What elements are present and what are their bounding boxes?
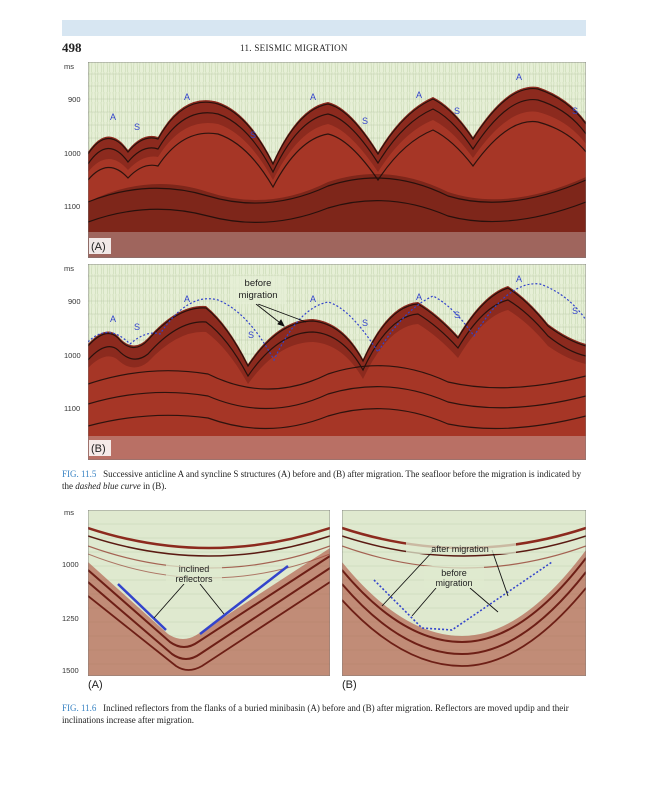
anticline-label: A <box>516 72 523 82</box>
y-tick-label: 900 <box>68 95 81 104</box>
syncline-label: S <box>454 106 461 116</box>
anticline-label: A <box>310 294 317 304</box>
figure-11-6-caption <box>62 702 586 726</box>
y-tick-label: 1000 <box>62 560 79 569</box>
anticline-label: A <box>110 314 117 324</box>
anticline-label: A <box>110 112 117 122</box>
page-number: 498 <box>62 40 82 55</box>
y-tick-label: 1500 <box>62 666 79 675</box>
caption-emphasis: dashed blue curve <box>75 481 141 491</box>
annotation-migration: migration <box>435 578 473 588</box>
figure-11-5-caption <box>62 468 586 492</box>
y-tick-label: 1100 <box>64 202 81 211</box>
panel-letter: (B) <box>342 679 357 691</box>
annotation-reflectors: reflectors <box>175 574 213 584</box>
anticline-label: A <box>416 292 423 302</box>
syncline-label: S <box>572 106 579 116</box>
seismic-section <box>88 264 586 460</box>
header-bar <box>62 20 586 36</box>
minibasin-panel-b <box>342 510 586 676</box>
y-unit-label: ms <box>64 508 74 517</box>
anticline-label: A <box>184 294 191 304</box>
syncline-label: S <box>134 122 141 132</box>
y-tick-label: 1100 <box>64 404 81 413</box>
panel-letter: (A) <box>88 679 103 691</box>
annotation-migration: migration <box>238 290 278 301</box>
anticline-label: A <box>416 90 423 100</box>
anticline-label: A <box>516 274 523 284</box>
syncline-label: S <box>134 322 141 332</box>
syncline-label: S <box>362 318 369 328</box>
annotation-after-migration: after migration <box>431 544 489 554</box>
caption-tail: in (B). <box>140 481 167 491</box>
figure-11-5-panel-b <box>62 264 586 460</box>
figure-11-5-panel-a <box>62 62 586 258</box>
anticline-label: A <box>184 92 191 102</box>
annotation-inclined: inclined <box>178 564 210 574</box>
panel-letter: (A) <box>91 241 106 253</box>
caption-text: Successive anticline A and syncline S structures (A) before and (B) after migration. The seafloor before the migration is indicated by the <box>62 469 582 491</box>
syncline-label: S <box>572 306 579 316</box>
syncline-label: S <box>362 116 369 126</box>
figure-11-6 <box>62 508 586 694</box>
y-unit-label: ms <box>64 264 74 273</box>
figure-number: FIG. 11.6 <box>62 703 97 713</box>
y-tick-label: 1000 <box>64 351 81 360</box>
panel-letter: (B) <box>91 443 106 455</box>
y-unit-label: ms <box>64 62 74 71</box>
y-tick-label: 1250 <box>62 614 79 623</box>
syncline-label: S <box>454 310 461 320</box>
syncline-label: S <box>250 130 257 140</box>
caption-text: Inclined reflectors from the flanks of a buried minibasin (A) before and (B) after migration. Reflectors are moved updip and their inclinations increase after migration. <box>62 703 569 725</box>
syncline-label: S <box>248 330 255 340</box>
y-tick-label: 900 <box>68 297 81 306</box>
annotation-before: before <box>244 278 272 289</box>
figure-number: FIG. 11.5 <box>62 469 97 479</box>
seismic-section <box>88 62 586 258</box>
minibasin-panel-a <box>88 510 330 676</box>
y-tick-label: 1000 <box>64 149 81 158</box>
running-head: 11. SEISMIC MIGRATION <box>240 43 348 53</box>
annotation-before: before <box>441 568 467 578</box>
anticline-label: A <box>310 92 317 102</box>
